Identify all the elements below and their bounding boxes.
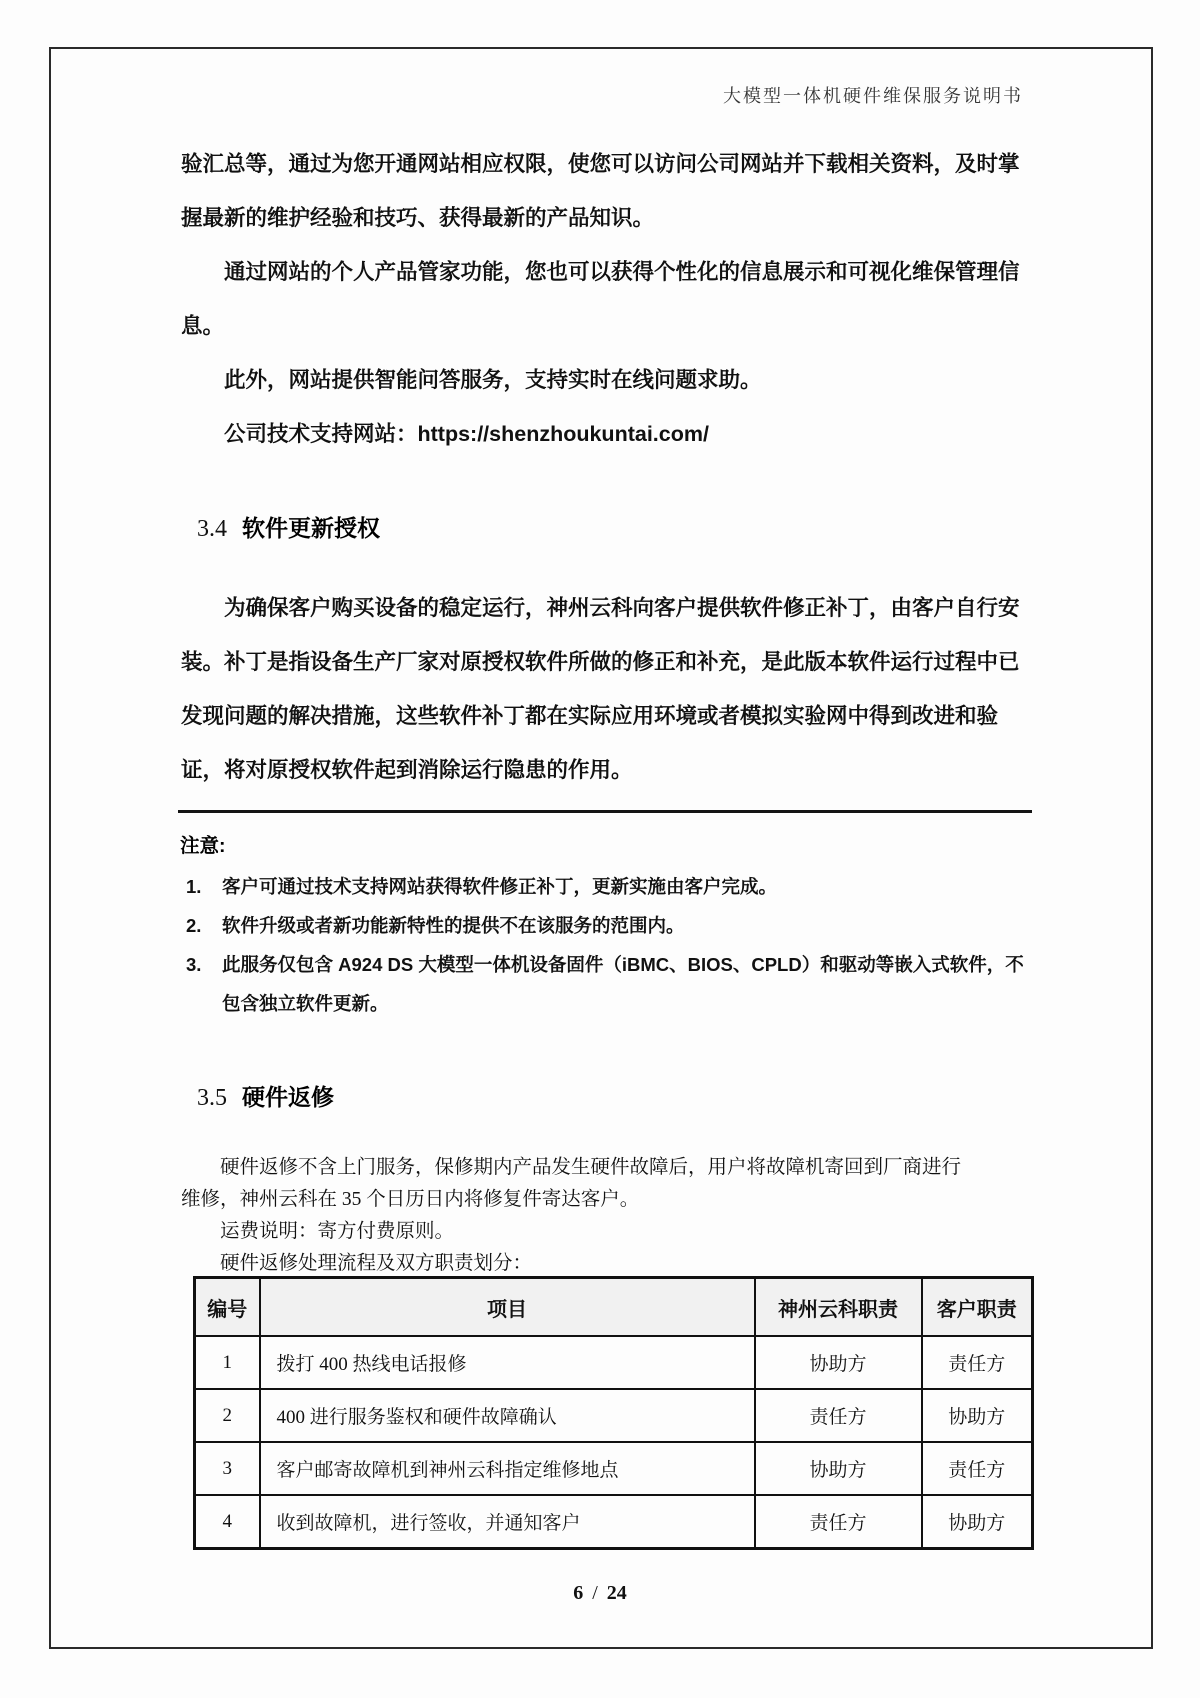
cell-vendor-duty: 责任方 [755, 1495, 922, 1549]
note-text: 包含独立软件更新。 [222, 993, 389, 1014]
note-item [186, 906, 1032, 945]
responsibility-table [193, 1276, 1034, 1550]
section-number: 3.4 [197, 516, 227, 542]
note-number-empty [186, 984, 222, 1023]
page-number-footer [0, 1582, 1200, 1605]
cell-number: 4 [195, 1495, 260, 1549]
note-item-continuation [186, 984, 1032, 1023]
section-title: 软件更新授权 [242, 515, 380, 541]
cell-vendor-duty: 协助方 [755, 1336, 922, 1389]
note-item [186, 945, 1032, 984]
section-3-4-body [181, 581, 1026, 797]
table-row [195, 1495, 1033, 1549]
cell-item: 拨打 400 热线电话报修 [260, 1336, 755, 1389]
paragraph-line: 息。 [181, 314, 225, 338]
section-title: 硬件返修 [242, 1084, 334, 1110]
paragraph-line: 维修，神州云科在 35 个日历日内将修复件寄达客户。 [181, 1189, 640, 1210]
paragraph-line: 通过网站的个人产品管家功能，您也可以获得个性化的信息展示和可视化维保管理信 [224, 260, 1020, 284]
current-page: 6 [573, 1582, 584, 1604]
cell-customer-duty: 协助方 [922, 1389, 1033, 1442]
cell-number: 1 [195, 1336, 260, 1389]
cell-item: 400 进行服务鉴权和硬件故障确认 [260, 1389, 755, 1442]
col-header-vendor-duty: 神州云科职责 [755, 1278, 922, 1337]
cell-vendor-duty: 责任方 [755, 1389, 922, 1442]
paragraph-line: 发现问题的解决措施，这些软件补丁都在实际应用环境或者模拟实验网中得到改进和验 [181, 704, 999, 728]
page-separator: / [592, 1582, 598, 1604]
cell-item: 收到故障机，进行签收，并通知客户 [260, 1495, 755, 1549]
note-number: 3. [186, 954, 202, 975]
table-row [195, 1336, 1033, 1389]
cell-number: 2 [195, 1389, 260, 1442]
paragraph-line: 运费说明：寄方付费原则。 [220, 1221, 455, 1242]
note-text: 客户可通过技术支持网站获得软件修正补丁，更新实施由客户完成。 [222, 876, 778, 897]
paragraph-line: 硬件返修处理流程及双方职责划分： [220, 1253, 533, 1274]
intro-paragraphs [181, 137, 1026, 461]
cell-customer-duty: 责任方 [922, 1442, 1033, 1495]
cell-vendor-duty: 协助方 [755, 1442, 922, 1495]
section-3-4-heading [197, 509, 380, 547]
total-pages: 24 [606, 1582, 627, 1604]
col-header-item: 项目 [260, 1278, 755, 1337]
note-text: 软件升级或者新功能新特性的提供不在该服务的范围内。 [222, 915, 685, 936]
paragraph-line: 验汇总等，通过为您开通网站相应权限，使您可以访问公司网站并下载相关资料，及时掌 [181, 152, 1020, 176]
note-list [186, 867, 1032, 1023]
note-number: 1. [186, 876, 202, 897]
paragraph-line: 证，将对原授权软件起到消除运行隐患的作用。 [181, 758, 633, 782]
paragraph-line: 为确保客户购买设备的稳定运行，神州云科向客户提供软件修正补丁，由客户自行安 [224, 596, 1020, 620]
col-header-customer-duty: 客户职责 [922, 1278, 1033, 1337]
section-number: 3.5 [197, 1085, 227, 1111]
note-text: 此服务仅包含 A924 DS 大模型一体机设备固件（iBMC、BIOS、CPLD）和驱动等嵌入式软件，不 [222, 954, 1024, 975]
section-3-5-body [181, 1152, 1026, 1280]
cell-customer-duty: 责任方 [922, 1336, 1033, 1389]
note-divider-rule [178, 810, 1032, 813]
section-3-5-heading [197, 1078, 334, 1116]
table-row [195, 1389, 1033, 1442]
paragraph-line: 握最新的维护经验和技巧、获得最新的产品知识。 [181, 206, 655, 230]
col-header-number: 编号 [195, 1278, 260, 1337]
paragraph-line: 装。补丁是指设备生产厂家对原授权软件所做的修正和补充，是此版本软件运行过程中已 [181, 650, 1020, 674]
paragraph-line: 硬件返修不含上门服务，保修期内产品发生硬件故障后，用户将故障机寄回到厂商进行 [220, 1157, 962, 1178]
note-number: 2. [186, 915, 202, 936]
table-header-row [195, 1278, 1033, 1337]
note-item [186, 867, 1032, 906]
support-website-line: 公司技术支持网站：https://shenzhoukuntai.com/ [224, 422, 709, 446]
note-label: 注意: [180, 835, 226, 857]
page-header-title: 大模型一体机硬件维保服务说明书 [723, 86, 1023, 106]
table-row [195, 1442, 1033, 1495]
cell-number: 3 [195, 1442, 260, 1495]
cell-customer-duty: 协助方 [922, 1495, 1033, 1549]
cell-item: 客户邮寄故障机到神州云科指定维修地点 [260, 1442, 755, 1495]
paragraph-line: 此外，网站提供智能问答服务，支持实时在线问题求助。 [224, 368, 762, 392]
